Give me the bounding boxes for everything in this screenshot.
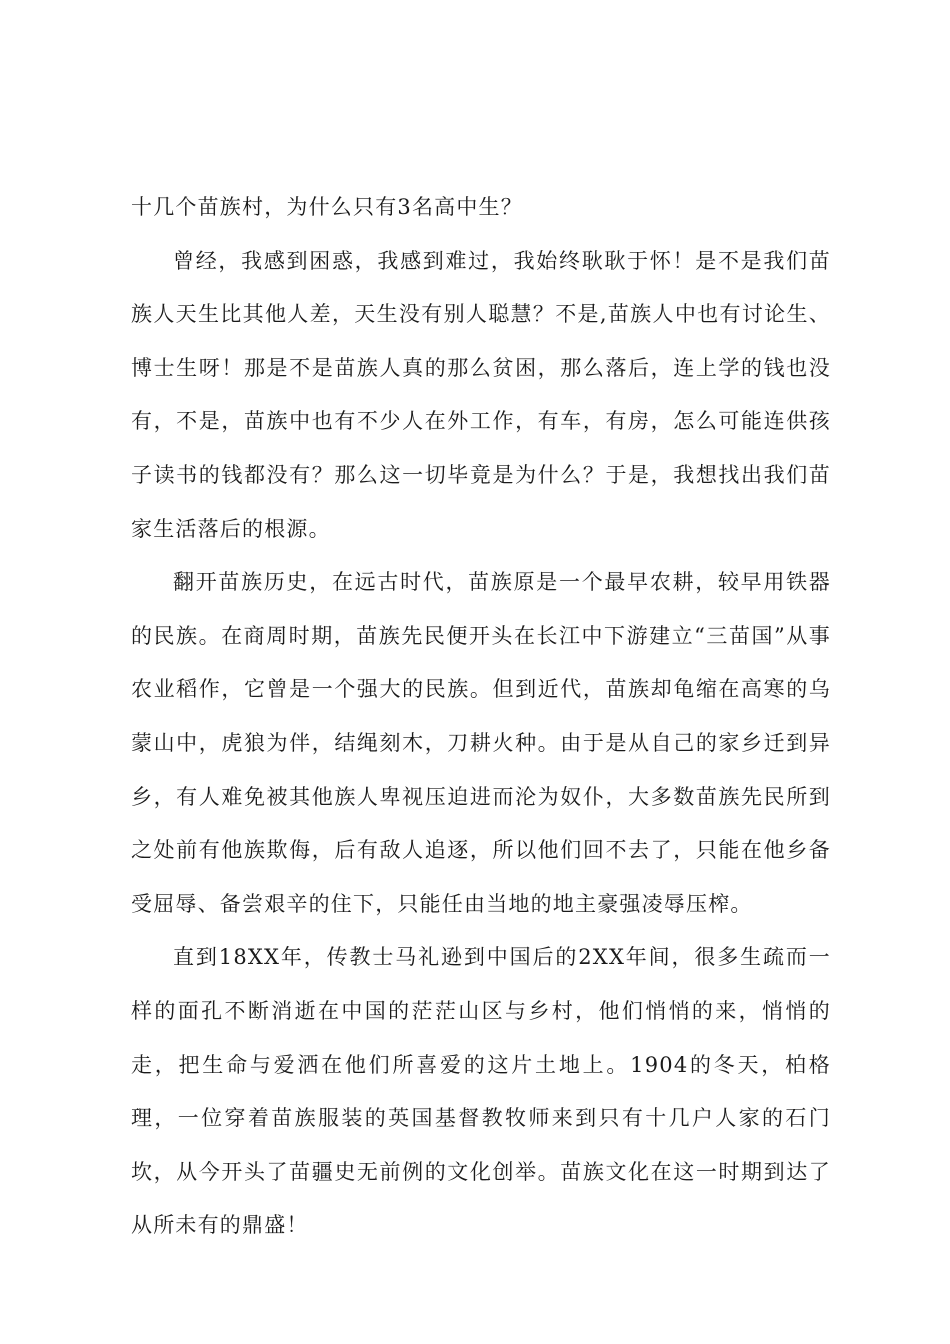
paragraph-continuation: 十几个苗族村，为什么只有3名高中生？ [131,195,523,219]
document-body [131,181,831,1253]
paragraph: 直到18XX年，传教士马礼逊到中国后的2XX年间，很多生疏而一样的面孔不断消逝在中国的茫茫山区与乡村，他们悄悄的来，悄悄的走，把生命与爱洒在他们所喜爱的这片土地上。1904的冬天，柏格理，一位穿着苗族服装的英国基督教牧师来到只有十几户人家的石门坎，从今开头了苗疆史无前例的文化创举。苗族文化在这一时期到达了从所未有的鼎盛！ [131,945,831,1238]
paragraph: 翻开苗族历史，在远古时代，苗族原是一个最早农耕，较早用铁器的民族。在商周时期，苗族先民便开头在长江中下游建立“三苗国”从事农业稻作，它曾是一个强大的民族。但到近代，苗族却龟缩在高寒的乌蒙山中，虎狼为伴，结绳刻木，刀耕火种。由于是从自己的家乡迁到异乡，有人难免被其他族人卑视压迫进而沦为奴仆，大多数苗族先民所到之处前有他族欺侮，后有敌人追逐，所以他们回不去了，只能在他乡备受屈辱、备尝艰辛的住下，只能任由当地的地主豪强凌辱压榨。 [131,570,831,916]
paragraph: 曾经，我感到困惑，我感到难过，我始终耿耿于怀！是不是我们苗族人天生比其他人差，天生没有别人聪慧？不是,苗族人中也有讨论生、博士生呀！那是不是苗族人真的那么贫困，那么落后，连上学的钱也没有，不是，苗族中也有不少人在外工作，有车，有房，怎么可能连供孩子读书的钱都没有？那么这一切毕竟是为什么？于是，我想找出我们苗家生活落后的根源。 [131,248,831,541]
